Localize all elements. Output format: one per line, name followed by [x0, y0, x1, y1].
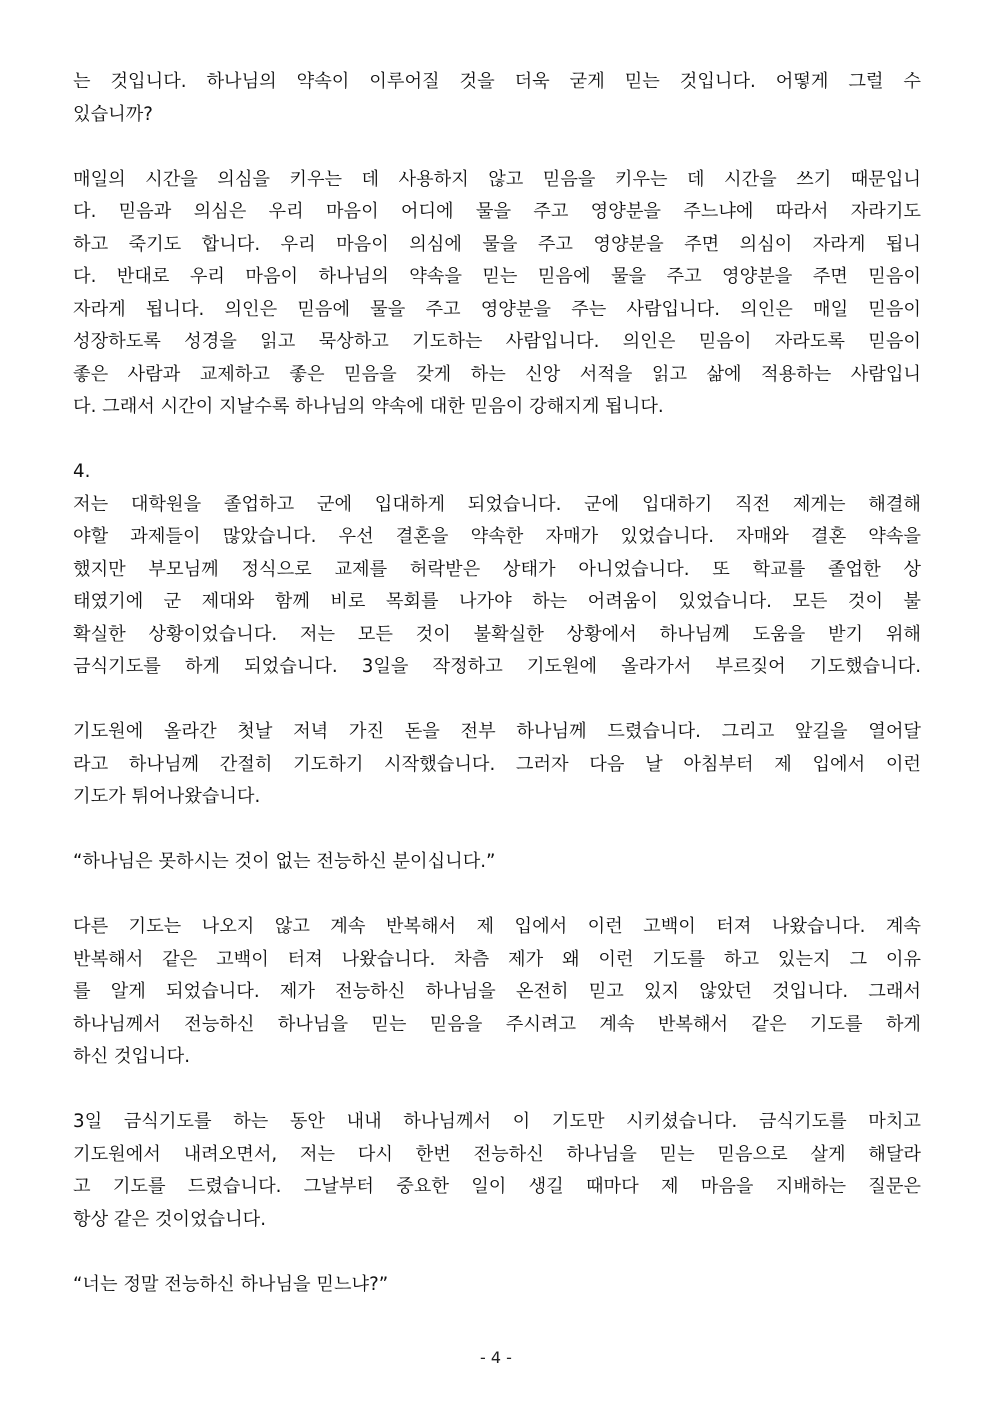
text-line: 라고 하나님께 간절히 기도하기 시작했습니다. 그러자 다음 날 아침부터 제 입에서 이런: [73, 753, 921, 775]
paragraph: [73, 456, 921, 684]
paragraph-gap: [73, 684, 921, 717]
paragraph: [73, 911, 921, 1074]
text-line: 하고 죽기도 합니다. 우리 마음이 의심에 물을 주고 영양분을 주면 의심이 자라게 됩니: [73, 233, 921, 255]
text-line: 항상 같은 것이었습니다.: [73, 1208, 267, 1230]
paragraph-gap: [73, 879, 921, 912]
text-line: 매일의 시간을 의심을 키우는 데 사용하지 않고 믿음을 키우는 데 시간을 쓰기 때문입니: [73, 168, 921, 190]
text-line: 는 것입니다. 하나님의 약속이 이루어질 것을 더욱 굳게 믿는 것입니다. 어떻게 그럴 수: [73, 71, 921, 92]
text-line: 하나님께서 전능하신 하나님을 믿는 믿음을 주시려고 계속 반복해서 같은 기도를 하게: [73, 1013, 921, 1035]
quote: [73, 1269, 921, 1302]
text-line: 기도가 튀어나왔습니다.: [73, 786, 261, 807]
text-line: 금식기도를 하게 되었습니다. 3일을 작정하고 기도원에 올라가서 부르짖어 기도했습니다.: [73, 656, 921, 677]
text-line: 고 기도를 드렸습니다. 그날부터 중요한 일이 생길 때마다 제 마음을 지배하는 질문은: [73, 1176, 921, 1197]
text-line: 성장하도록 성경을 읽고 묵상하고 기도하는 사람입니다. 의인은 믿음이 자라도록 믿음이: [73, 331, 921, 352]
paragraph: [73, 716, 921, 814]
text-line: 태였기에 군 제대와 함께 비로 목회를 나가야 하는 어려움이 있었습니다. 모든 것이 불: [73, 591, 921, 612]
section-number: 4.: [73, 461, 91, 482]
text-line: 하신 것입니다.: [73, 1046, 190, 1067]
text-line: 다. 그래서 시간이 지날수록 하나님의 약속에 대한 믿음이 강해지게 됩니다.: [73, 396, 664, 417]
text-line: 야할 과제들이 많았습니다. 우선 결혼을 약속한 자매가 있었습니다. 자매와 결혼 약속을: [73, 526, 921, 547]
text-line: 자라게 됩니다. 의인은 믿음에 물을 주고 영양분을 주는 사람입니다. 의인은 매일 믿음이: [73, 298, 921, 320]
text-line: 확실한 상황이었습니다. 저는 모든 것이 불확실한 상황에서 하나님께 도움을 받기 위해: [73, 623, 921, 645]
quote-line: “하나님은 못하시는 것이 없는 전능하신 분이십니다.”: [73, 851, 496, 872]
paragraph-gap: [73, 131, 921, 164]
text-line: 기도원에 올라간 첫날 저녁 가진 돈을 전부 하나님께 드렸습니다. 그리고 앞길을 열어달: [73, 721, 921, 742]
quote: [73, 846, 921, 879]
text-line: 다. 반대로 우리 마음이 하나님의 약속을 믿는 믿음에 물을 주고 영양분을 주면 믿음이: [73, 266, 921, 287]
text-line: 좋은 사람과 교제하고 좋은 믿음을 갖게 하는 신앙 서적을 읽고 삶에 적용하는 사람입니: [73, 363, 921, 385]
document-body: [73, 66, 921, 1301]
text-line: 반복해서 같은 고백이 터져 나왔습니다. 차츰 제가 왜 이런 기도를 하고 있는지 그 이유: [73, 948, 921, 970]
paragraph: [73, 1106, 921, 1236]
paragraph: [73, 66, 921, 131]
paragraph-gap: [73, 1236, 921, 1269]
quote-line: “너는 정말 전능하신 하나님을 믿느냐?”: [73, 1273, 389, 1295]
paragraph-gap: [73, 814, 921, 847]
text-line: 기도원에서 내려오면서, 저는 다시 한번 전능하신 하나님을 믿는 믿음으로 살게 해달라: [73, 1143, 921, 1165]
paragraph: [73, 164, 921, 424]
text-line: 다. 믿음과 의심은 우리 마음이 어디에 물을 주고 영양분을 주느냐에 따라서 자라기도: [73, 201, 921, 222]
text-line: 3일 금식기도를 하는 동안 내내 하나님께서 이 기도만 시키셨습니다. 금식기도를 마치고: [73, 1111, 921, 1132]
paragraph-gap: [73, 424, 921, 457]
page-number: - 4 -: [480, 1348, 512, 1367]
paragraph-gap: [73, 1074, 921, 1107]
text-line: 를 알게 되었습니다. 제가 전능하신 하나님을 온전히 믿고 있지 않았던 것입니다. 그래서: [73, 981, 921, 1002]
text-line: 저는 대학원을 졸업하고 군에 입대하게 되었습니다. 군에 입대하기 직전 제게는 해결해: [73, 493, 921, 515]
text-line: 있습니까?: [73, 103, 153, 125]
text-line: 했지만 부모님께 정식으로 교제를 허락받은 상태가 아니었습니다. 또 학교를 졸업한 상: [73, 558, 921, 580]
text-line: 다른 기도는 나오지 않고 계속 반복해서 제 입에서 이런 고백이 터져 나왔습니다. 계속: [73, 916, 921, 937]
